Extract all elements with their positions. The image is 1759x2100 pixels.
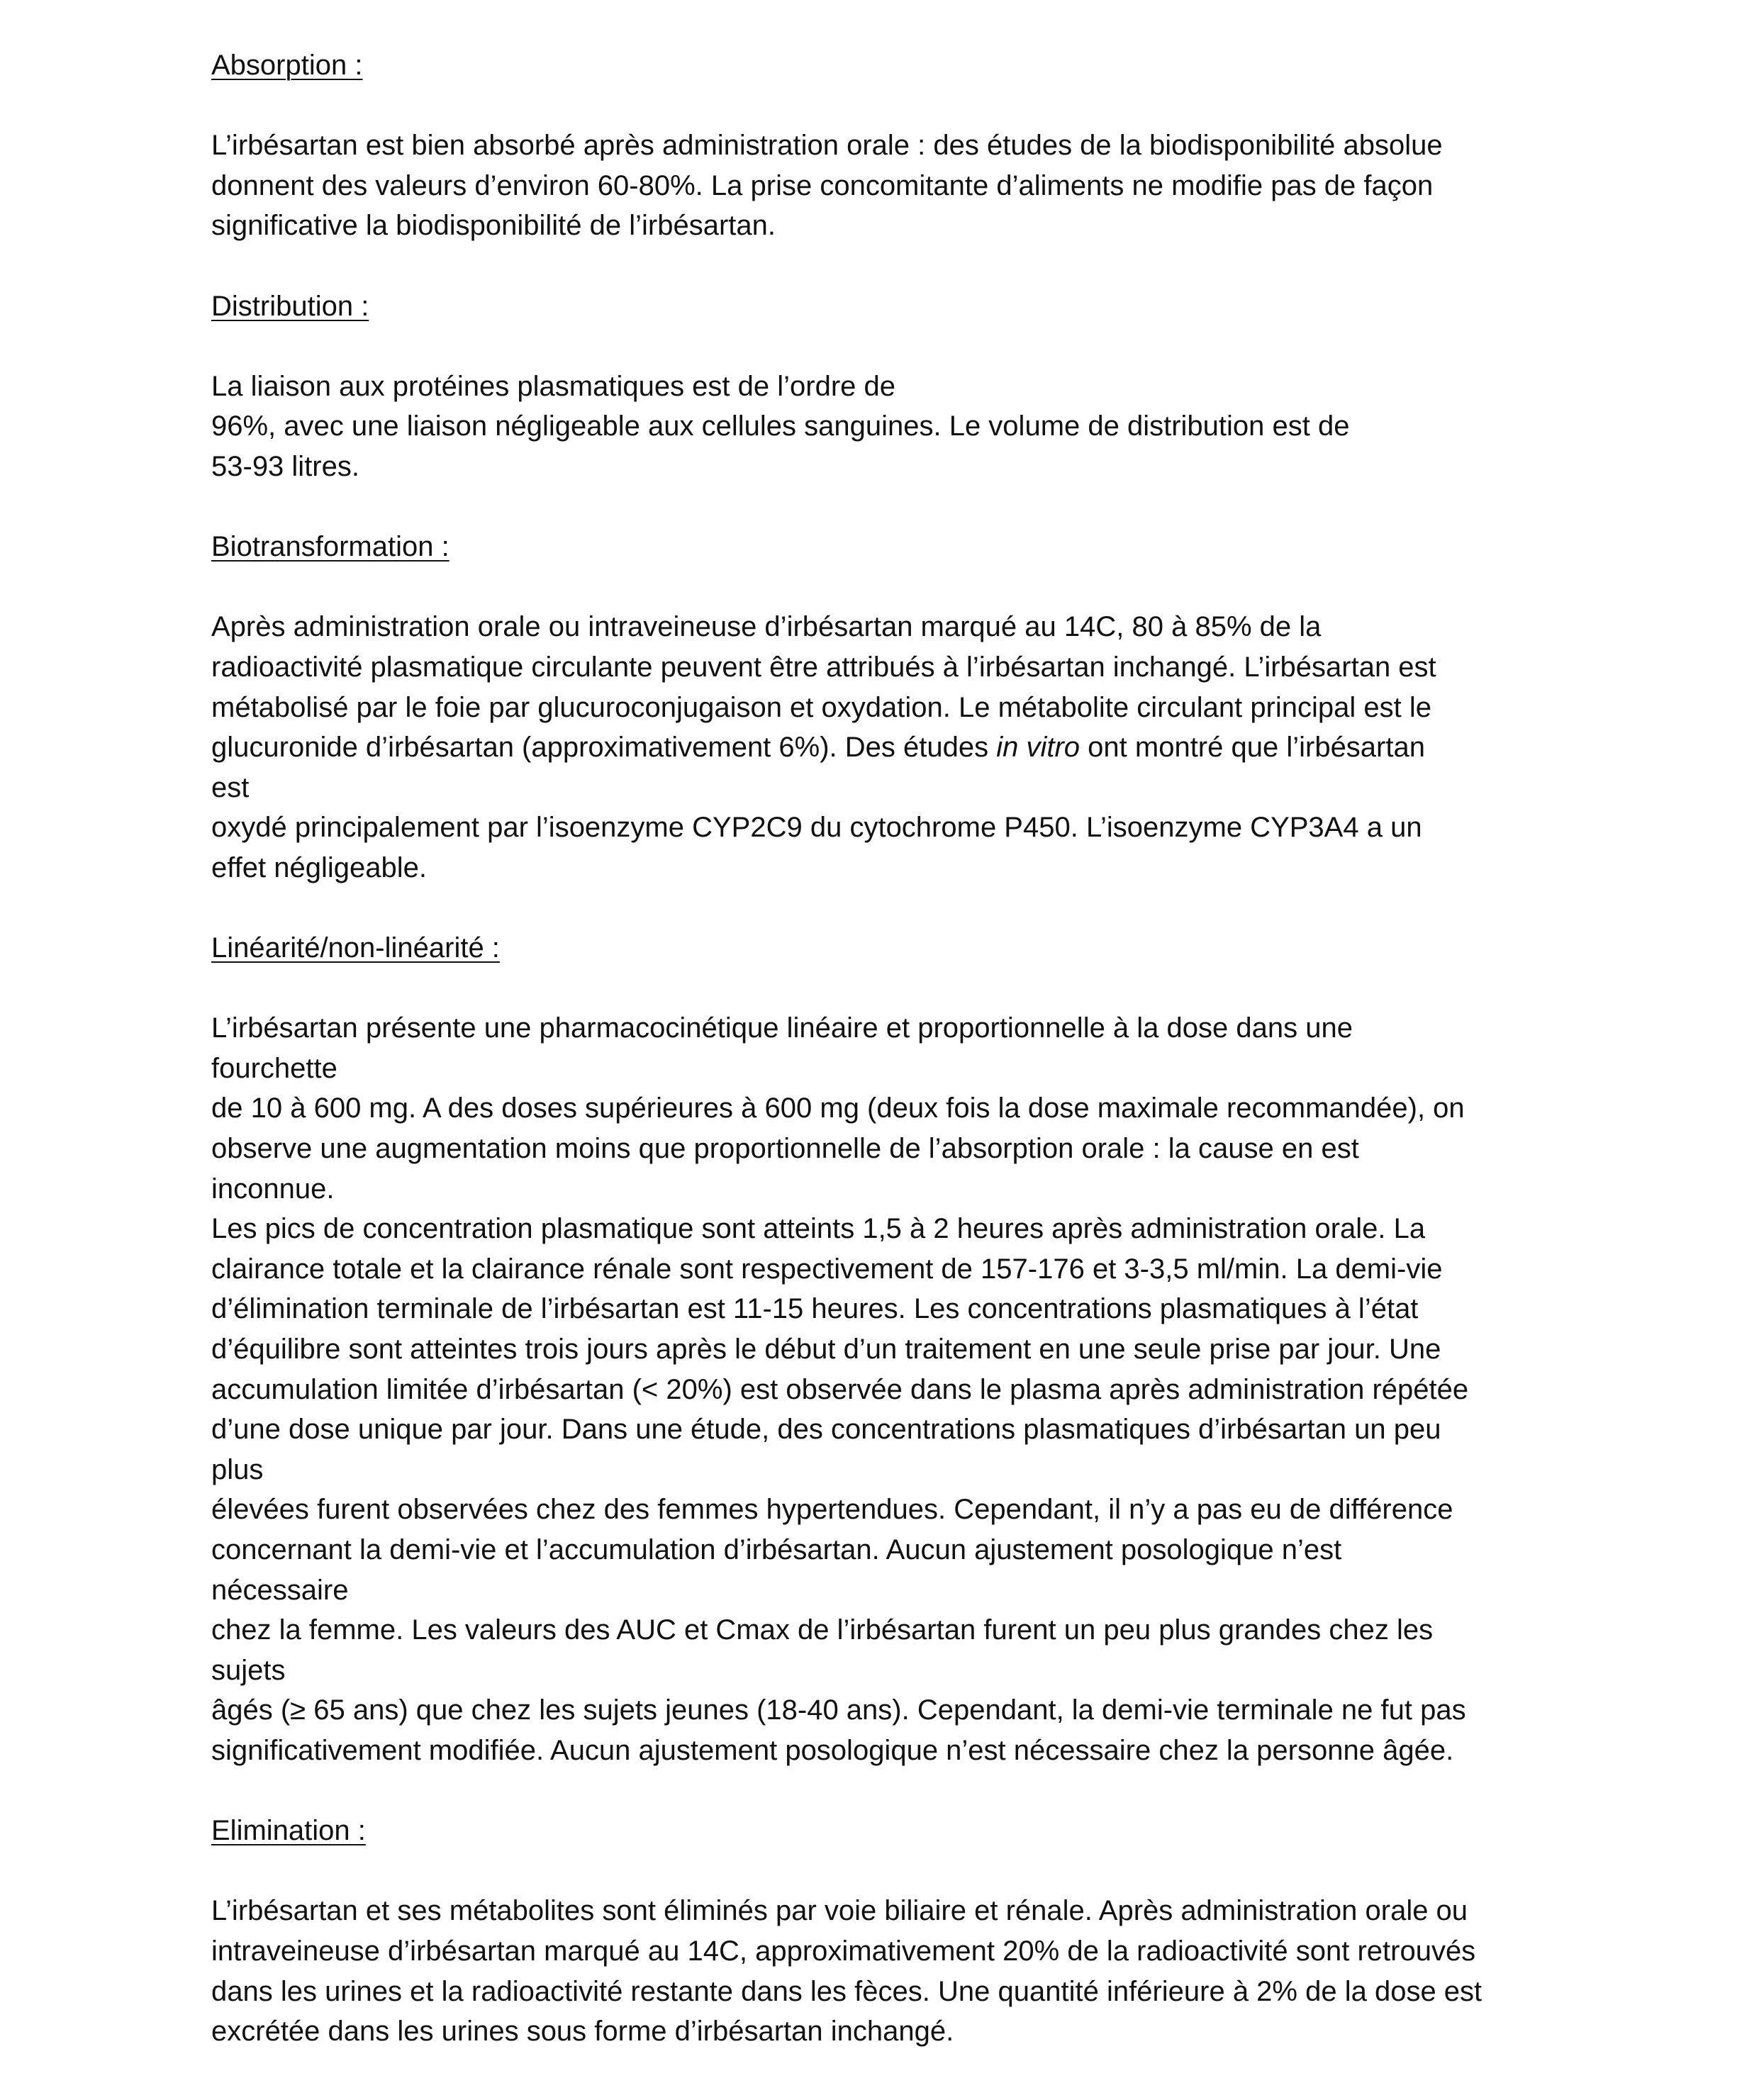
paragraph-line: nécessaire (211, 1574, 349, 1606)
paragraph-line: donnent des valeurs d’environ 60-80%. La prise concomitante d’aliments ne modifie pas de façon (211, 169, 1434, 201)
paragraph-line: concernant la demi-vie et l’accumulation d’irbésartan. Aucun ajustement posologique n’est (211, 1534, 1342, 1565)
paragraph-line: fourchette (211, 1052, 337, 1084)
paragraph-line (211, 727, 1587, 768)
paragraph-line: inconnue. (211, 1173, 335, 1205)
spacer (211, 1851, 1587, 1892)
paragraph-line: clairance totale et la clairance rénale sont respectivement de 157-176 et 3-3,5 ml/min. La demi-vie (211, 1253, 1443, 1285)
paragraph-line: Après administration orale ou intraveineuse d’irbésartan marqué au 14C, 80 à 85% de la (211, 611, 1322, 643)
paragraph-line: L’irbésartan est bien absorbé après administration orale : des études de la biodisponibilité absolue (211, 130, 1443, 162)
spacer (211, 86, 1587, 126)
paragraph-line: L’irbésartan et ses métabolites sont éliminés par voie biliaire et rénale. Après administration orale ou (211, 1895, 1468, 1927)
italic-term: in vitro (996, 732, 1080, 764)
paragraph-line: significativement modifiée. Aucun ajustement posologique n’est nécessaire chez la personne âgée. (211, 1734, 1454, 1766)
paragraph-line: effet négligeable. (211, 851, 427, 883)
section-heading-biotransformation: Biotransformation : (211, 531, 449, 563)
section-heading-absorption: Absorption : (211, 50, 363, 81)
paragraph-line: d’équilibre sont atteintes trois jours après le début d’un traitement en une seule prise par jour. Une (211, 1334, 1441, 1365)
section-heading-distribution: Distribution : (211, 290, 369, 322)
paragraph-line: plus (211, 1453, 264, 1485)
paragraph-line: est (211, 771, 250, 803)
paragraph-line: âgés (≥ 65 ans) que chez les sujets jeunes (18-40 ans). Cependant, la demi-vie terminale ne fut pas (211, 1694, 1466, 1726)
paragraph-line: d’une dose unique par jour. Dans une étude, des concentrations plasmatiques d’irbésartan un peu (211, 1414, 1441, 1446)
paragraph-line: accumulation limitée d’irbésartan (< 20%) est observée dans le plasma après administration répétée (211, 1373, 1469, 1405)
text-run: glucuronide d’irbésartan (approximativement 6%). Des études (211, 732, 997, 764)
paragraph-line: métabolisé par le foie par glucuroconjugaison et oxydation. Le métabolite circulant principal est le (211, 691, 1431, 723)
paragraph-line: de 10 à 600 mg. A des doses supérieures à 600 mg (deux fois la dose maximale recommandée), on (211, 1093, 1465, 1124)
spacer (211, 567, 1587, 608)
paragraph-line: oxydé principalement par l’isoenzyme CYP2C9 du cytochrome P450. L’isoenzyme CYP3A4 a un (211, 812, 1422, 844)
document-page (211, 45, 1587, 2052)
paragraph-line: excrétée dans les urines sous forme d’irbésartan inchangé. (211, 2016, 954, 2048)
paragraph-line: intraveineuse d’irbésartan marqué au 14C, approximativement 20% de la radioactivité sont retrouvés (211, 1935, 1476, 1967)
spacer (211, 246, 1587, 286)
paragraph-line: La liaison aux protéines plasmatiques est de l’ordre de (211, 370, 896, 402)
text-run: ont montré que l’irbésartan (1080, 732, 1425, 764)
paragraph-line: radioactivité plasmatique circulante peuvent être attribués à l’irbésartan inchangé. L’irbésartan est (211, 651, 1436, 683)
section-heading-elimination: Elimination : (211, 1815, 366, 1847)
spacer (211, 1771, 1587, 1811)
paragraph-line: dans les urines et la radioactivité restante dans les fèces. Une quantité inférieure à 2% de la dose est (211, 1975, 1482, 2007)
paragraph-line: observe une augmentation moins que proportionnelle de l’absorption orale : la cause en est (211, 1133, 1359, 1165)
spacer (211, 326, 1587, 367)
paragraph-line: chez la femme. Les valeurs des AUC et Cmax de l’irbésartan furent un peu plus grandes chez les (211, 1614, 1434, 1646)
paragraph-line: L’irbésartan présente une pharmacocinétique linéaire et proportionnelle à la dose dans une (211, 1012, 1353, 1044)
spacer (211, 888, 1587, 928)
paragraph-line: 96%, avec une liaison négligeable aux cellules sanguines. Le volume de distribution est de (211, 410, 1350, 442)
paragraph-line: sujets (211, 1654, 286, 1686)
paragraph-line: 53-93 litres. (211, 450, 359, 482)
spacer (211, 487, 1587, 527)
paragraph-line: Les pics de concentration plasmatique sont atteints 1,5 à 2 heures après administration orale. La (211, 1213, 1426, 1245)
paragraph-line: significative la biodisponibilité de l’irbésartan. (211, 210, 776, 242)
paragraph-line: d’élimination terminale de l’irbésartan est 11-15 heures. Les concentrations plasmatiques à l’état (211, 1293, 1419, 1325)
paragraph-line: élevées furent observées chez des femmes hypertendues. Cependant, il n’y a pas eu de différence (211, 1494, 1453, 1526)
section-heading-linearite: Linéarité/non-linéarité : (211, 932, 500, 964)
spacer (211, 968, 1587, 1009)
